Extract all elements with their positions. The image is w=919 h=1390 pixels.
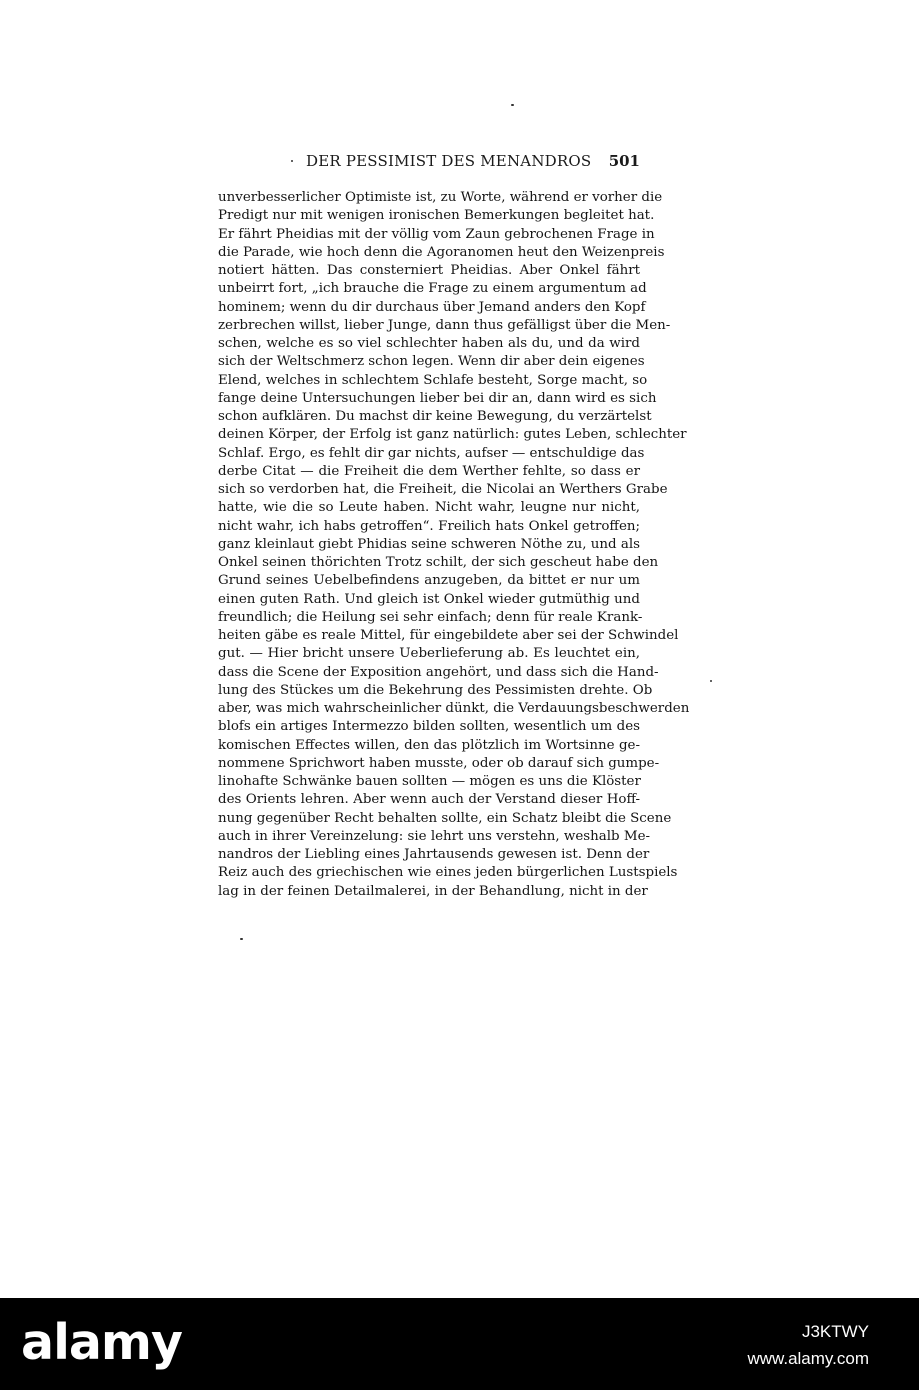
text-line: lag in der feinen Detailmalerei, in der Behandlung, nicht in der bbox=[218, 883, 648, 899]
scan-speck bbox=[710, 680, 712, 682]
text-line: deinen Körper, der Erfolg ist ganz natürlich: gutes Leben, schlechter bbox=[218, 427, 687, 443]
text-line: Elend, welches in schlechtem Schlafe besteht, Sorge macht, so bbox=[218, 372, 648, 388]
page-number: 501 bbox=[608, 152, 640, 170]
text-line: Grund seines Uebelbefindens anzugeben, da bittet er nur um bbox=[218, 573, 640, 589]
text-line: unbeirrt fort, „ich brauche die Frage zu einem argumentum ad bbox=[218, 281, 647, 297]
text-line: sich so verdorben hat, die Freiheit, die Nicolai an Werthers Grabe bbox=[218, 482, 668, 497]
text-line: sich der Weltschmerz schon legen. Wenn dir aber dein eigenes bbox=[218, 354, 645, 370]
scan-speck bbox=[511, 104, 514, 106]
body-text bbox=[218, 189, 690, 901]
text-line: ganz kleinlaut giebt Phidias seine schweren Nöthe zu, und als bbox=[218, 536, 640, 552]
running-header bbox=[218, 152, 640, 174]
text-line: die Parade, wie hoch denn die Agoranomen heut den Weizenpreis bbox=[218, 244, 665, 260]
text-line: notiert hätten. Das consterniert Pheidias. Aber Onkel fährt bbox=[218, 263, 640, 278]
text-line: fange deine Untersuchungen lieber bei dir an, dann wird es sich bbox=[218, 390, 657, 406]
text-line: auch in ihrer Vereinzelung: sie lehrt uns verstehn, weshalb Me- bbox=[218, 828, 651, 844]
text-line: freundlich; die Heilung sei sehr einfach; denn für reale Krank- bbox=[218, 609, 643, 625]
text-line: Er fährt Pheidias mit der völlig vom Zaun gebrochenen Frage in bbox=[218, 226, 655, 242]
text-line: schen, welche es so viel schlechter haben als du, und da wird bbox=[218, 336, 640, 351]
running-title: DER PESSIMIST DES MENANDROS bbox=[306, 152, 592, 170]
watermark-banner bbox=[0, 1298, 919, 1390]
text-line: nandros der Liebling eines Jahrtausends gewesen ist. Denn der bbox=[218, 847, 650, 862]
text-line: derbe Citat — die Freiheit die dem Werther fehlte, so dass er bbox=[218, 463, 640, 479]
image-code: J3KTWY bbox=[801, 1322, 869, 1341]
text-line: hominem; wenn du dir durchaus über Jemand anders den Kopf bbox=[218, 299, 646, 315]
text-line: unverbesserlicher Optimiste ist, zu Worte, während er vorher die bbox=[218, 190, 663, 205]
text-line: Predigt nur mit wenigen ironischen Bemerkungen begleitet hat. bbox=[218, 208, 655, 224]
brand-url: www.alamy.com bbox=[747, 1349, 869, 1368]
text-line: blofs ein artiges Intermezzo bilden sollten, wesentlich um des bbox=[218, 719, 640, 735]
text-line: linohafte Schwänke bauen sollten — mögen es uns die Klöster bbox=[218, 774, 641, 789]
text-line: Reiz auch des griechischen wie eines jeden bürgerlichen Lustspiels bbox=[218, 865, 678, 881]
text-line: schon aufklären. Du machst dir keine Bewegung, du verzärtelst bbox=[218, 409, 652, 424]
text-line: aber, was mich wahrscheinlicher dünkt, die Verdauungsbeschwerden bbox=[218, 701, 690, 716]
text-line: nommene Sprichwort haben musste, oder ob darauf sich gumpe- bbox=[218, 755, 660, 771]
text-line: komischen Effectes willen, den das plötzlich im Wortsinne ge- bbox=[218, 737, 640, 753]
text-line: nicht wahr, ich habs getroffen“. Freilich hats Onkel getroffen; bbox=[218, 518, 640, 534]
text-line: einen guten Rath. Und gleich ist Onkel wieder gutmüthig und bbox=[218, 591, 640, 607]
text-line: des Orients lehren. Aber wenn auch der Verstand dieser Hoff- bbox=[218, 792, 640, 808]
text-line: hatte, wie die so Leute haben. Nicht wahr, leugne nur nicht, bbox=[218, 500, 640, 516]
text-line: Schlaf. Ergo, es fehlt dir gar nichts, aufser — entschuldige das bbox=[218, 445, 645, 461]
scan-speck bbox=[240, 938, 243, 940]
text-line: nung gegenüber Recht behalten sollte, ein Schatz bleibt die Scene bbox=[218, 810, 672, 826]
text-line: gut. — Hier bricht unsere Ueberlieferung ab. Es leuchtet ein, bbox=[218, 646, 640, 662]
text-line: zerbrechen willst, lieber Junge, dann thus gefälligst über die Men- bbox=[218, 317, 671, 333]
text-line: dass die Scene der Exposition angehört, und dass sich die Hand- bbox=[218, 664, 659, 680]
brand-logo: alamy bbox=[21, 1314, 182, 1371]
text-line: Onkel seinen thörichten Trotz schilt, der sich gescheut habe den bbox=[218, 555, 659, 570]
text-line: lung des Stückes um die Bekehrung des Pessimisten drehte. Ob bbox=[218, 682, 653, 698]
text-line: heiten gäbe es reale Mittel, für eingebildete aber sei der Schwindel bbox=[218, 628, 679, 643]
